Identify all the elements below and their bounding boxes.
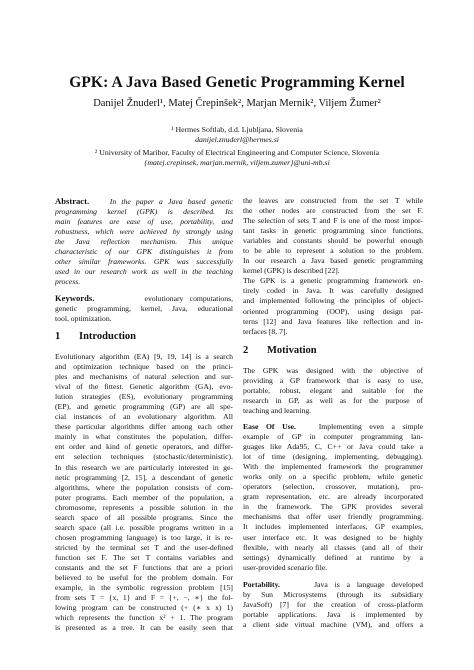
body-line: With the implemented framework the programmer (243, 462, 423, 472)
body-line: ent order and kind of genetic operators, and differ- (55, 442, 233, 452)
introduction-body (55, 352, 233, 633)
body-line: is presented as a tree. It can be easily seen that (55, 623, 233, 633)
body-line: the leaves are constructed from the set T while (243, 196, 423, 205)
affiliation-email: {matej.crepinsek, marjan.mernik, viljem.zumer}@uni-mb.si (144, 158, 330, 168)
body-line: user interface etc. It was designed to be highly (243, 532, 423, 542)
body-line: chromosome, represents a possible solution in the (55, 502, 233, 512)
body-line: cial instances of an evolutionary algorithm. All (55, 412, 233, 422)
body-line: a client side virtual machine (VM), and offers a (243, 620, 423, 630)
body-line: terns [12] and Java features like reflection and in- (243, 316, 423, 326)
keywords-heading: Keywords. (55, 293, 95, 303)
affiliation-line: ¹ Hermes Softlab, d.d. Ljubljana, Slovenia (171, 125, 303, 134)
body-line: mainly in what constitutes the population, differ- (55, 432, 233, 442)
body-line: oriented programming (OOP), using design pat- (243, 306, 423, 316)
body-line: operators (selection, crossover, mutation), pro- (243, 482, 423, 492)
body-line: ent selection techniques (stochastic/deterministic). (55, 452, 233, 462)
abstract-line: the Java reflection mechanism. This unique (55, 237, 233, 247)
affiliation-email: danijel.znuderl@hermes.si (195, 135, 279, 145)
keywords-block (55, 293, 233, 324)
body-line: example, in the symbolic regression problem [15] (55, 583, 233, 593)
body-line: settings) dynamically defined at runtime by a (243, 552, 423, 562)
body-line: stricted by the terminal set T and the user-defined (55, 542, 233, 552)
body-line: to be able to represent a solution to the problem. (243, 246, 423, 256)
body-line: In this research we are particularly interested in ge- (55, 462, 233, 472)
body-line: kernel (GPK) is described [22]. (243, 266, 340, 276)
body-line: lot of time (designing, implementing, debugging). (243, 452, 423, 462)
body-line: mechanisms that offer user friendly programming. (243, 512, 423, 522)
abstract-line: main features are ease of use, portability, and (55, 217, 233, 227)
body-line: ples and mechanisms of natural selection and sur- (55, 372, 233, 382)
body-line: It includes implemented interfaces, GP examples, (243, 522, 423, 532)
body-line: these particular algorithms differ among each other (55, 422, 233, 432)
body-line: portable applications. Java is implemented by (243, 610, 423, 620)
body-line: teaching and learning. (243, 406, 312, 416)
body-line: Ease Of Use. Implementing even a simple (243, 422, 423, 431)
body-line: (EP), and genetic programming (GP) are all spe- (55, 402, 233, 412)
body-line: portable, robust, elegant and suitable for the (243, 386, 423, 396)
portability-paragraph (243, 580, 423, 630)
body-line: and optimization technique based on the princi- (55, 362, 233, 372)
body-line: research in GP, as well as for the purpose of (243, 396, 423, 406)
section-heading-introduction (55, 332, 233, 342)
body-line: by Sun Microsystems (through its subsidiary (243, 590, 423, 600)
body-line: The selection of sets T and F is one of the most impor- (243, 216, 423, 226)
ease-of-use-paragraph (243, 422, 423, 573)
body-line: search space of all possible programs. Since the (55, 512, 233, 522)
abstract-line: characteristic of our GPK distinguishes it from (55, 247, 233, 257)
affiliation-line: ² University of Maribor, Faculty of Electrical Engineering and Computer Science, Slovenia (94, 148, 380, 157)
keywords-line: tool, optimization. (55, 314, 112, 324)
abstract-line: programming kernel (GPK) is described. Its (55, 207, 233, 217)
paragraph-heading: Portability. (243, 580, 280, 589)
introduction-continued (243, 196, 423, 337)
body-line: The GPK was designed with the objective of (243, 366, 423, 375)
body-line: believed to be useful for the problem domain. For (55, 573, 233, 583)
keywords-line: genetic programming, kernel, Java, educational (55, 304, 233, 314)
body-line: Evolutionary algorithm (EA) [9, 19, 14] is a search (55, 352, 233, 361)
author-list: Danijel Žnuderl¹, Matej Črepinšek², Marjan Mernik², Viljem Žumer² (93, 98, 381, 109)
abstract-line: process. (55, 277, 81, 287)
body-line: algorithms, where the population consists of com- (55, 482, 233, 492)
body-line: flexible, with nearly all classes (and all of their (243, 542, 423, 552)
section-number: 1 (55, 331, 61, 342)
body-line: puter programs. Each member of the population, a (55, 492, 233, 502)
body-line: the other nodes are constructed from the set F. (243, 206, 423, 216)
body-line: variables and constants should be powerful enough (243, 236, 423, 246)
abstract-line: Abstract. In the paper a Java based genetic (55, 196, 233, 206)
affiliation-2 (0, 148, 474, 168)
body-line: works only on a specific problem, while genetic (243, 472, 423, 482)
body-line: The GPK is a genetic programming framework en- (243, 276, 423, 286)
keywords-line: Keywords. evolutionary computations, (55, 293, 233, 303)
abstract-line: other similar frameworks. GPK was successfully (55, 257, 233, 267)
body-line: guages like Ada95, C, C++ or Java could take a (243, 442, 423, 452)
body-line: in the framework. The GPK provides several (243, 502, 423, 512)
body-line: lution strategies (ES), evolutionary programming (55, 392, 233, 402)
motivation-body (243, 366, 423, 416)
abstract-line: robustness, which were achieved by strongly using (55, 227, 233, 237)
body-line: search space (all i.e. possible programs written in a (55, 522, 233, 532)
body-line: terfaces [8, 7]. (243, 326, 288, 336)
paper-title: GPK: A Java Based Genetic Programming Kernel (69, 74, 405, 91)
body-line: function set F. The set T contains variables and (55, 552, 233, 562)
abstract-block (55, 196, 233, 287)
body-line: and implemented following the principles of object- (243, 296, 423, 306)
body-line: constants and the set F functions that are a priori (55, 562, 233, 572)
section-title: Motivation (267, 345, 317, 356)
body-line: lowing program can be constructed (+ (∗ x x) 1) (55, 603, 233, 613)
body-line: gram representation, etc. are already incorporated (243, 492, 423, 502)
body-line: tirely coded in Java. It was carefully designed (243, 286, 423, 296)
body-line: user-provided scenario file. (243, 562, 328, 572)
paragraph-heading: Ease Of Use. (243, 422, 296, 431)
body-line: example of GP in computer programming lan- (243, 432, 423, 442)
affiliation-1 (0, 125, 474, 145)
section-title: Introduction (79, 331, 136, 342)
abstract-line: used in our research work as well in the teaching (55, 267, 233, 277)
section-number: 2 (243, 345, 249, 356)
body-line: In our research a Java based genetic programming (243, 256, 423, 266)
body-line: vival of the fittest. Genetic algorithm (GA), evo- (55, 382, 233, 392)
body-line: chosen programming language) is too large, it is re- (55, 532, 233, 542)
body-line: which represents the function x² + 1. The program (55, 613, 233, 623)
body-line: tant tasks in genetic programming since functions, (243, 226, 423, 236)
body-line: JavaSoft) [7] for the creation of cross-platform (243, 600, 423, 610)
body-line: from sets T = {x, 1} and F = {+, −, ∗} the fol- (55, 593, 233, 603)
section-heading-motivation (243, 346, 423, 356)
body-line: providing a GP framework that is easy to use, (243, 376, 423, 386)
body-line: Portability. Java is a language developed (243, 580, 423, 589)
abstract-heading: Abstract. (55, 196, 90, 206)
body-line: netic programming [2, 15], a descendant of genetic (55, 472, 233, 482)
